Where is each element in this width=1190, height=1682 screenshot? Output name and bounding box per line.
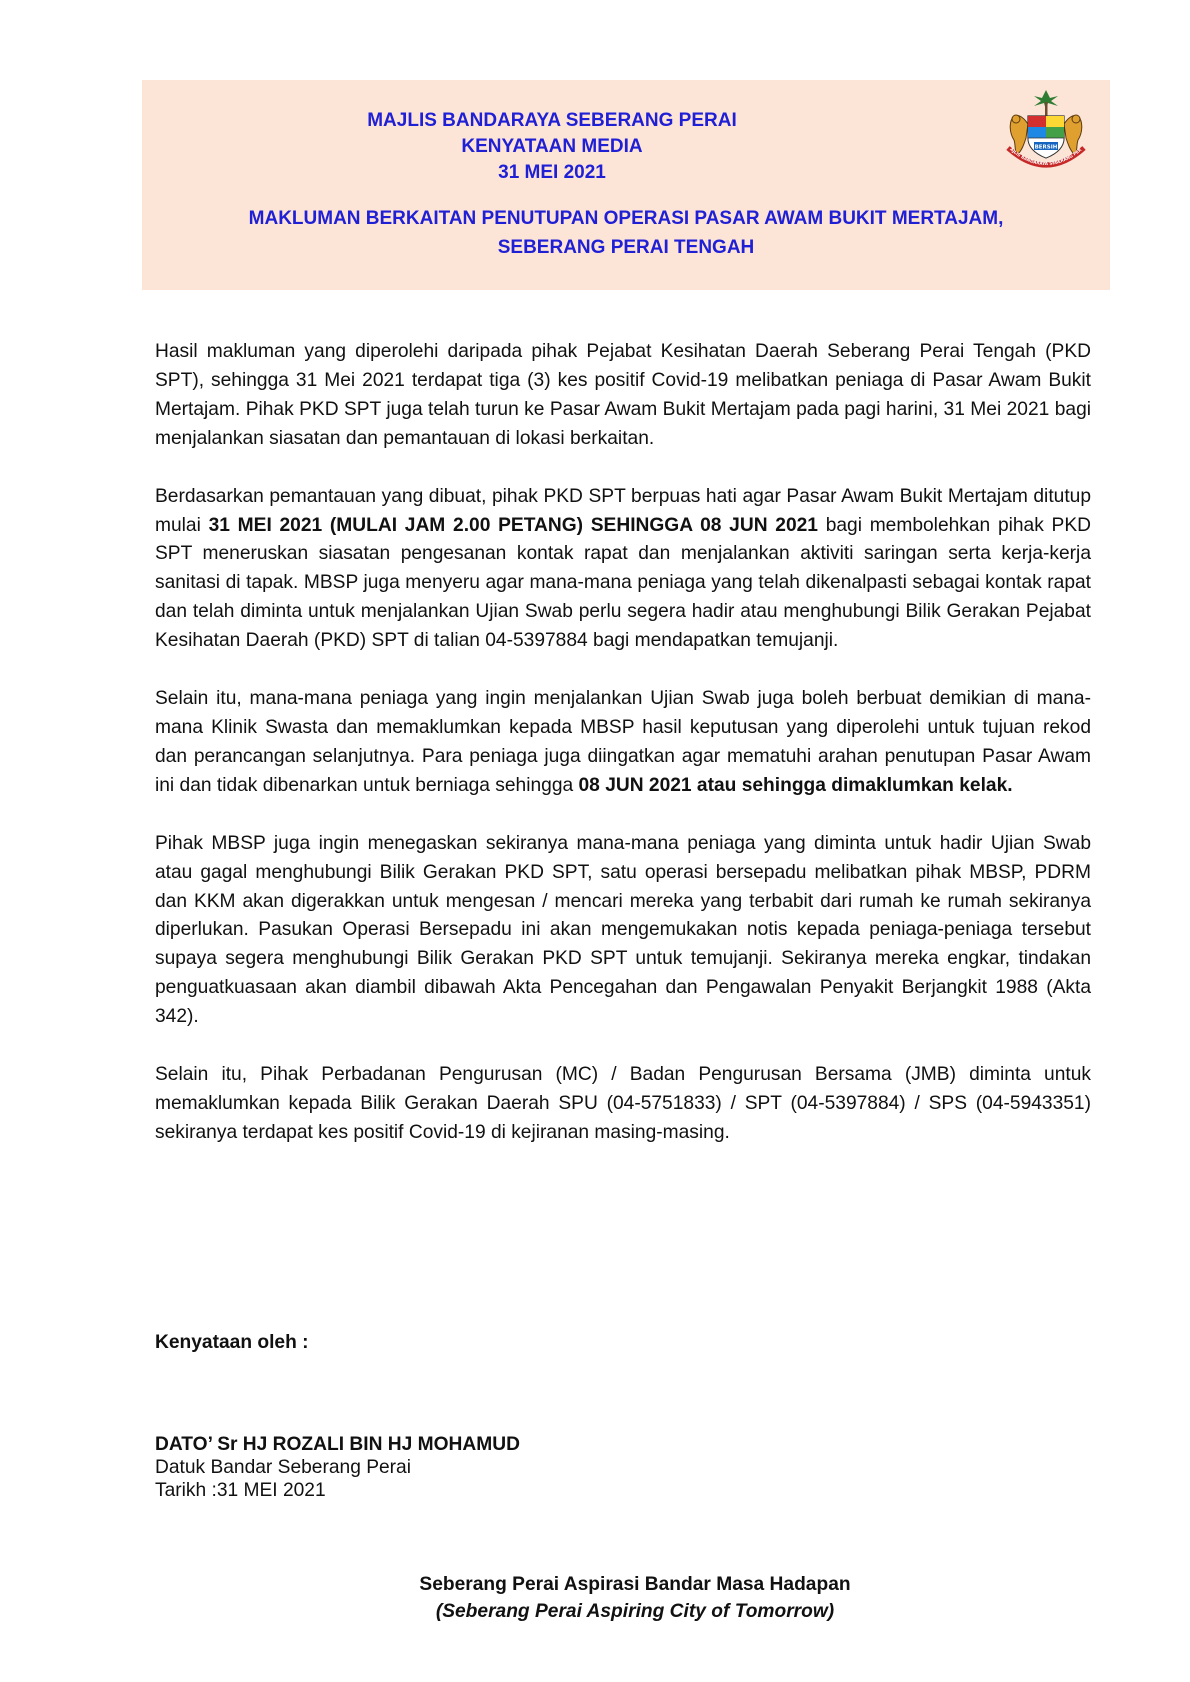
paragraph-1: Hasil makluman yang diperolehi daripada pihak Pejabat Kesihatan Daerah Seberang Perai Tengah (PKD SPT), sehingga 31 Mei 2021 terdapat tiga (3) kes positif Covid-19 melibatkan peniaga di Pasar Awam Bukit Mertajam. Pihak PKD SPT juga telah turun ke Pasar Awam Bukit Mertajam pada pagi harini, 31 Mei 2021 bagi menjalankan siasatan dan pemantauan di lokasi berkaitan. [155,341,1091,449]
header-box [142,80,1110,290]
crest-scroll-text: AJLIS BANDARAYA SEBERANG PER [1009,146,1083,167]
statement-by-label: Kenyataan oleh : [155,1332,309,1353]
signer-block [155,1433,520,1502]
title-line-1: MAKLUMAN BERKAITAN PENUTUPAN OPERASI PASAR AWAM BUKIT MERTAJAM, [248,208,1004,229]
signer-name: DATO’ Sr HJ ROZALI BIN HJ MOHAMUD [155,1434,520,1455]
org-name: MAJLIS BANDARAYA SEBERANG PERAI [367,110,737,131]
statement-date: 31 MEI 2021 [498,162,606,183]
paragraph-2 [155,483,1091,656]
mbsp-crest-logo [1004,88,1088,174]
paragraph-5: Selain itu, Pihak Perbadanan Pengurusan (MC) / Badan Pengurusan Bersama (JMB) diminta untuk memaklumkan kepada Bilik Gerakan Daerah SPU (04-5751833) / SPT (04-5397884) / SPS (04-5943351) sekiranya terdapat kes positif Covid-19 di kejiranan masing-masing. [155,1064,1091,1143]
paragraph-4: Pihak MBSP juga ingin menegaskan sekiranya mana-mana peniaga yang diminta untuk hadir Ujian Swab atau gagal menghubungi Bilik Gerakan PKD SPT, satu operasi bersepadu melibatkan pihak MBSP, PDRM dan KKM akan digerakkan untuk mengesan / mencari mereka yang terbabit dari rumah ke rumah sekiranya diperlukan. Pasukan Operasi Bersepadu ini akan mengemukakan notis kepada peniaga-peniaga tersebut supaya segera menghubungi Bilik Gerakan PKD SPT untuk temujanji. Sekiranya mereka engkar, tindakan penguatkuasaan akan diambil dibawah Akta Pencegahan dan Pengawalan Penyakit Berjangkit 1988 (Akta 342). [155,832,1091,1028]
tagline-malay: Seberang Perai Aspirasi Bandar Masa Hadapan [419,1574,851,1595]
closure-period: 31 MEI 2021 (MULAI JAM 2.00 PETANG) SEHINGGA 08 JUN 2021 [208,514,818,536]
paragraph-3 [155,685,1091,801]
page-title [142,204,1110,262]
signer-position: Datuk Bandar Seberang Perai [155,1457,411,1478]
paragraph-3-start: Selain itu, mana-mana peniaga yang ingin menjalankan Ujian Swab juga boleh berbuat demikian di mana-mana Klinik Swasta dan memaklumkan kepada MBSP hasil keputusan yang diperolehi untuk tujuan rekod dan perancangan selanjutnya. Para peniaga juga diingatkan agar mematuhi arahan penutupan Pasar Awam ini dan tidak dibenarkan untuk berniaga sehingga [155,688,1091,796]
crest-banner-text: BERSIH [1034,144,1058,151]
tagline-english: (Seberang Perai Aspiring City of Tomorrow) [435,1601,835,1622]
press-statement-body [155,338,1091,1177]
title-line-2: SEBERANG PERAI TENGAH [497,237,755,258]
signed-date: Tarikh :31 MEI 2021 [155,1480,326,1501]
doc-type: KENYATAAN MEDIA [461,136,643,157]
paragraph-2-end: bagi membolehkan pihak PKD SPT meneruskan siasatan pengesanan kontak rapat dan menjalankan aktiviti saringan serta kerja-kerja sanitasi di tapak. MBSP juga menyeru agar mana-mana peniaga yang telah dikenalpasti sebagai kontak rapat dan telah diminta untuk menjalankan Ujian Swab perlu segera hadir atau menghubungi Bilik Gerakan Pejabat Kesihatan Daerah (PKD) SPT di talian 04-5397884 bagi mendapatkan temujanji. [155,514,1092,652]
closure-end-date: 08 JUN 2021 atau sehingga dimaklumkan kelak. [578,774,1013,796]
header-lines [142,108,962,186]
paragraph-2-start: Berdasarkan pemantauan yang dibuat, pihak PKD SPT berpuas hati agar Pasar Awam Bukit Mertajam ditutup mulai [155,485,1091,536]
footer-tagline [0,1571,1190,1625]
